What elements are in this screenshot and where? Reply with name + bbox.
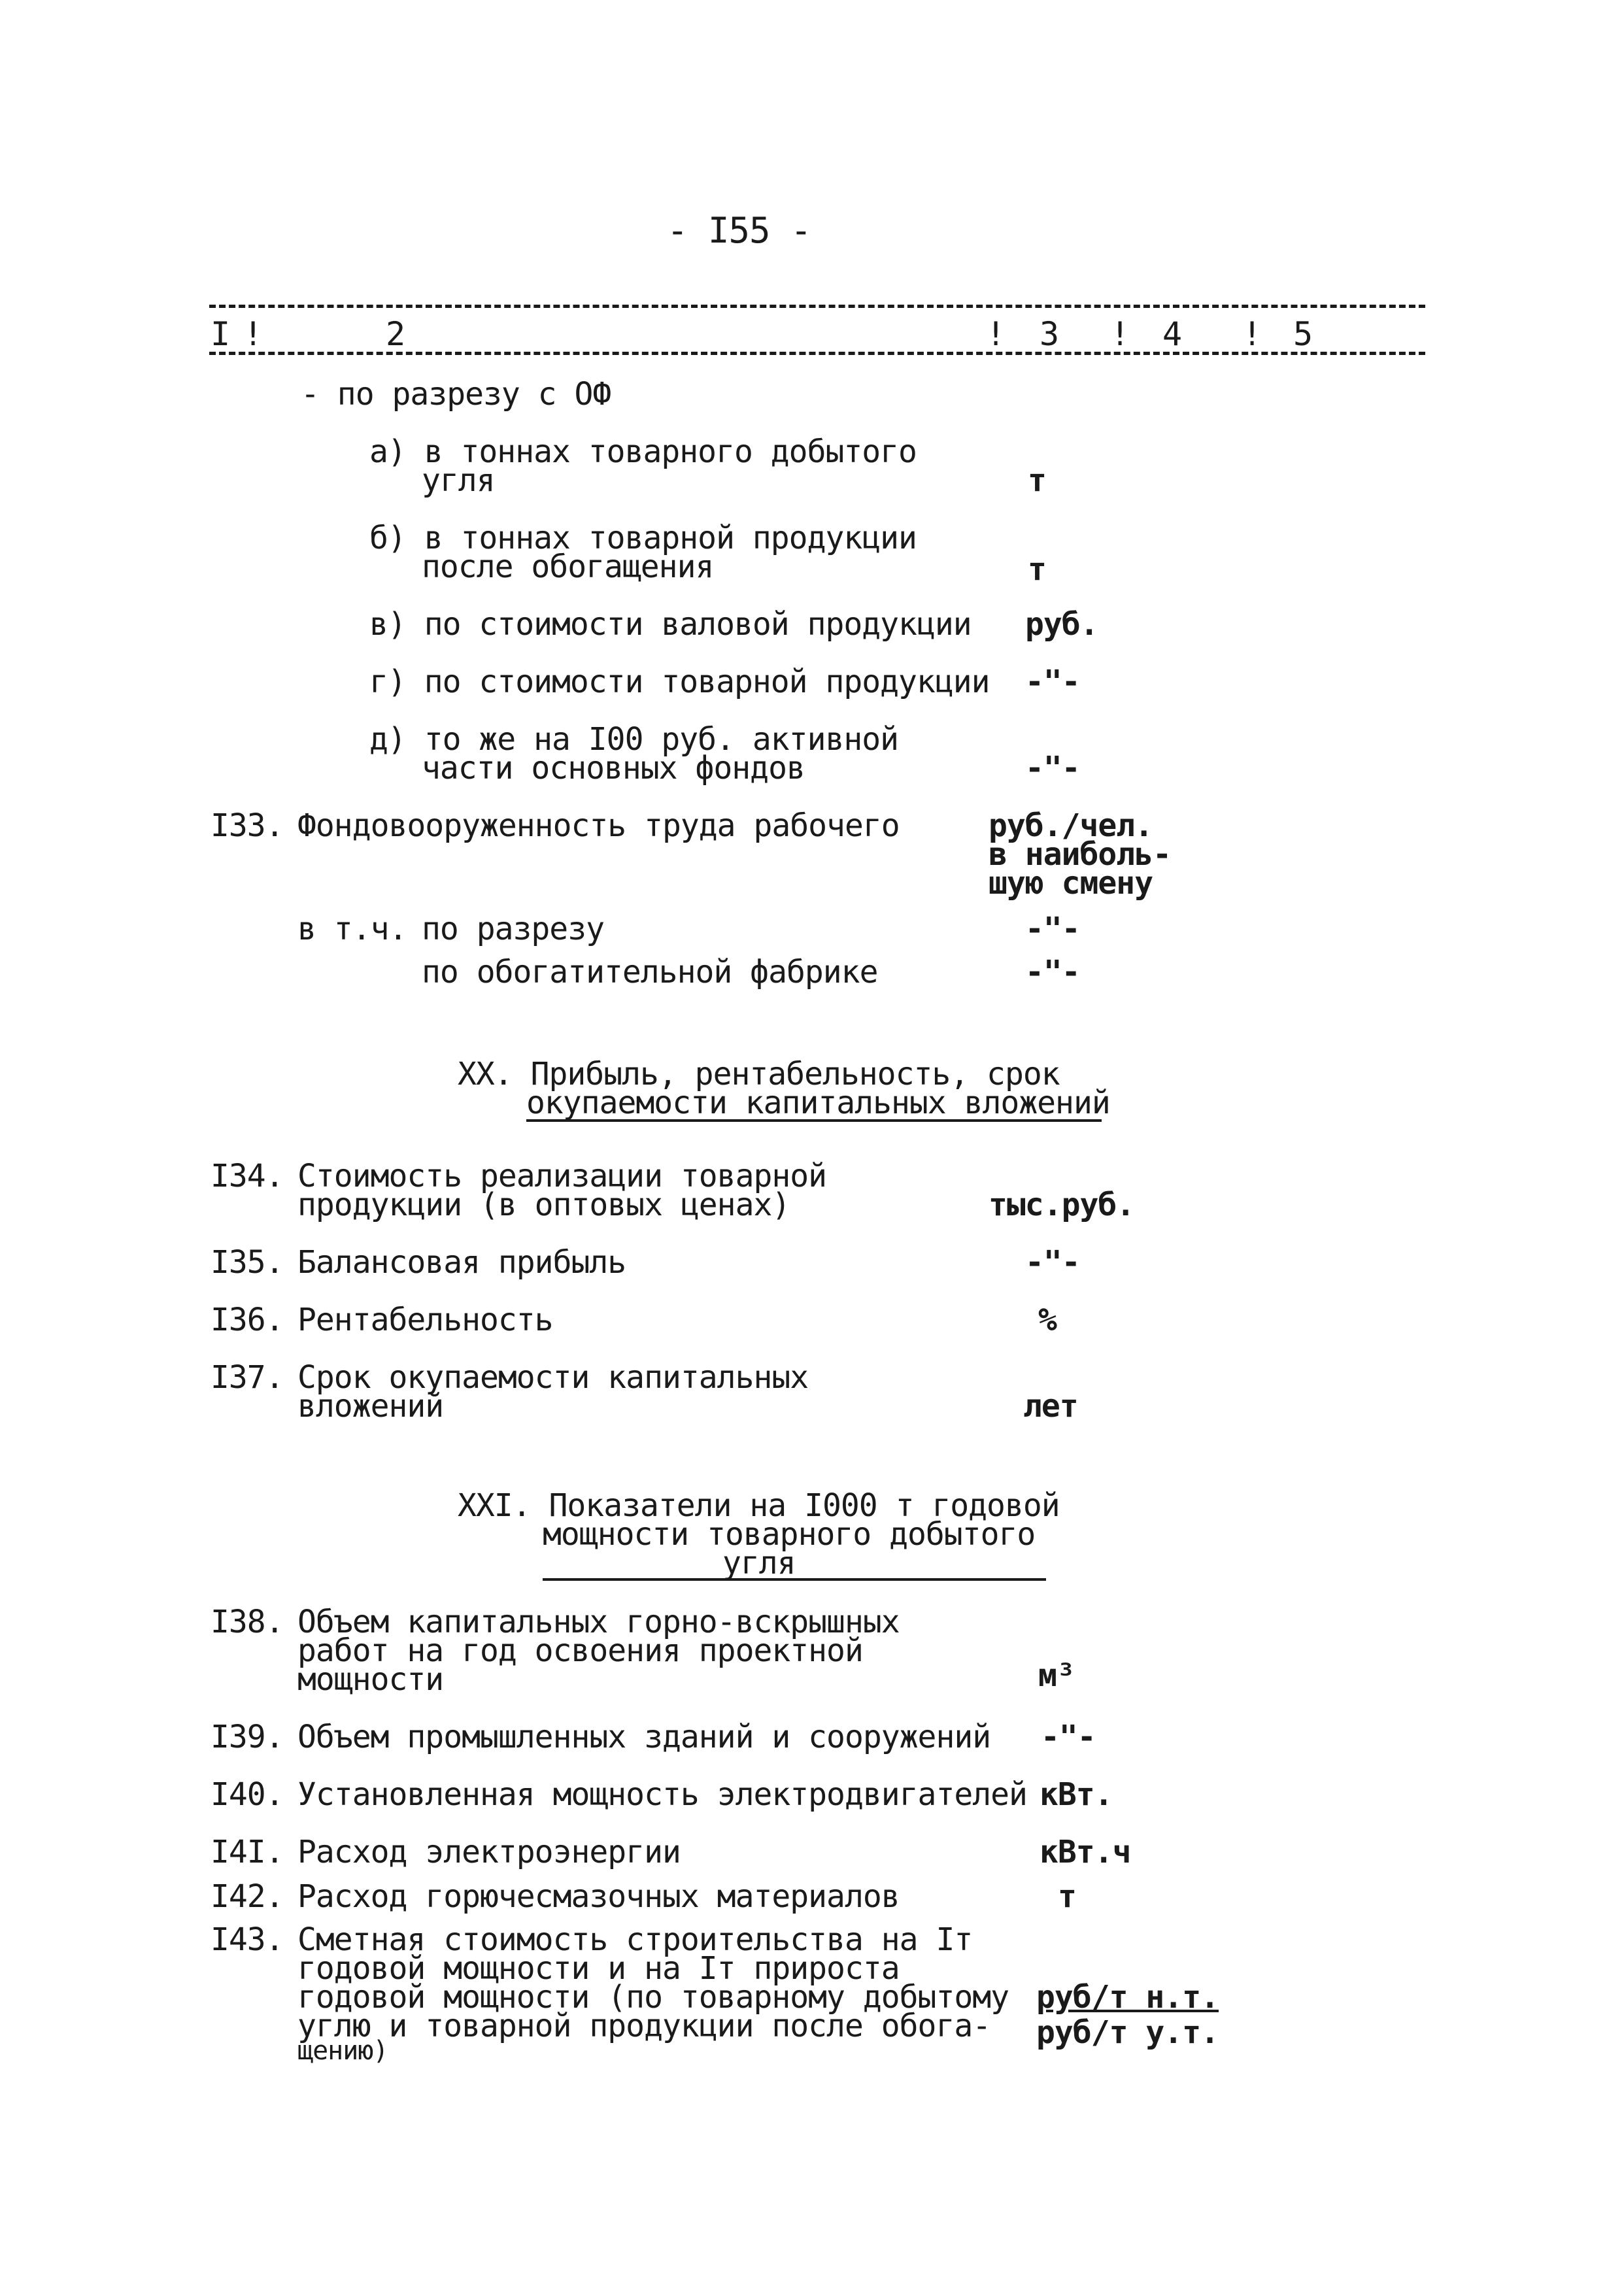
row-134-line2: продукции (в оптовых ценах) bbox=[297, 1187, 790, 1223]
row-b-line1: б) в тоннах товарной продукции bbox=[369, 520, 917, 556]
column-3-header: 3 bbox=[1040, 315, 1059, 353]
row-v-unit: руб. bbox=[1025, 606, 1098, 643]
row-po-fabrike: по обогатительной фабрике bbox=[422, 954, 878, 990]
row-135-number: I35. bbox=[211, 1244, 284, 1281]
row-142-text: Расход горючесмазочных материалов bbox=[297, 1878, 900, 1915]
column-2-header: 2 bbox=[386, 315, 405, 353]
row-138-line2: работ на год освоения проектной bbox=[297, 1632, 863, 1669]
row-142-number: I42. bbox=[211, 1878, 284, 1915]
row-135-unit: -"- bbox=[1025, 1244, 1080, 1281]
row-137-line2: вложений bbox=[297, 1388, 444, 1425]
row-140-number: I40. bbox=[211, 1776, 284, 1813]
column-separator: ! bbox=[243, 315, 263, 353]
row-133-unit-3: шую смену bbox=[989, 865, 1153, 902]
row-143-unit-1: руб/т н.т. bbox=[1036, 1979, 1219, 2016]
column-4-header: 4 bbox=[1162, 315, 1182, 353]
row-138-line3: мощности bbox=[297, 1661, 444, 1698]
row-d-unit: -"- bbox=[1025, 750, 1080, 786]
section-21-title-line1: XXI. Показатели на I000 т годовой bbox=[458, 1487, 1060, 1524]
row-133-number: I33. bbox=[211, 807, 284, 844]
row-a-line2: угля bbox=[422, 462, 495, 499]
section-21-title-underline bbox=[543, 1578, 1046, 1581]
row-vtch: в т.ч. bbox=[297, 911, 407, 947]
section-20-title-line1: XX. Прибыль, рентабельность, срок bbox=[458, 1056, 1060, 1092]
row-134-number: I34. bbox=[211, 1158, 284, 1194]
row-134-unit: тыс.руб. bbox=[989, 1187, 1135, 1223]
row-razrez: - по разрезу с ОФ bbox=[301, 376, 611, 413]
row-142-unit: т bbox=[1058, 1878, 1076, 1915]
row-a-line1: а) в тоннах товарного добытого bbox=[369, 433, 917, 470]
section-21-title-line3: угля bbox=[722, 1545, 796, 1581]
column-separator: ! bbox=[1110, 315, 1130, 353]
row-135-text: Балансовая прибыль bbox=[297, 1244, 626, 1281]
section-20-title-line2: окупаемости капитальных вложений bbox=[526, 1085, 1110, 1121]
row-a-unit: т bbox=[1028, 462, 1046, 499]
row-137-line1: Срок окупаемости капитальных bbox=[297, 1359, 809, 1396]
row-po-fabrike-unit: -"- bbox=[1025, 954, 1080, 990]
row-143-line2: годовой мощности и на Iт прироста bbox=[297, 1950, 900, 1987]
row-b-unit: т bbox=[1028, 551, 1046, 588]
header-bottom-rule bbox=[209, 352, 1425, 355]
row-139-unit: -"- bbox=[1041, 1719, 1096, 1755]
row-g: г) по стоимости товарной продукции bbox=[369, 664, 990, 700]
column-separator: ! bbox=[1242, 315, 1262, 353]
row-141-unit: кВт.ч bbox=[1040, 1834, 1131, 1870]
row-143-line4: углю и товарной продукции после обога- bbox=[297, 2008, 991, 2044]
column-5-header: 5 bbox=[1293, 315, 1313, 353]
row-136-text: Рентабельность bbox=[297, 1302, 553, 1338]
row-143-line1: Сметная стоимость строительства на Iт bbox=[297, 1921, 973, 1958]
row-139-text: Объем промышленных зданий и сооружений bbox=[297, 1719, 991, 1755]
row-137-unit: лет bbox=[1023, 1388, 1078, 1425]
row-d-line1: д) то же на I00 руб. активной bbox=[369, 721, 899, 758]
row-141-number: I4I. bbox=[211, 1834, 284, 1870]
row-140-text: Установленная мощность электродвигателей bbox=[297, 1776, 1027, 1813]
row-140-unit: кВт. bbox=[1040, 1776, 1113, 1813]
row-139-number: I39. bbox=[211, 1719, 284, 1755]
header-top-rule bbox=[209, 305, 1425, 308]
row-138-line1: Объем капитальных горно-вскрышных bbox=[297, 1604, 900, 1640]
row-133-unit-2: в наиболь- bbox=[989, 836, 1171, 873]
row-143-unit-2: руб/т у.т. bbox=[1036, 2014, 1219, 2051]
row-136-number: I36. bbox=[211, 1302, 284, 1338]
row-133-unit-1: руб./чел. bbox=[989, 807, 1153, 844]
row-133-text: Фондовооруженность труда рабочего bbox=[297, 807, 900, 844]
row-138-number: I38. bbox=[211, 1604, 284, 1640]
column-separator: ! bbox=[986, 315, 1006, 353]
row-138-unit: м³ bbox=[1038, 1657, 1075, 1694]
row-143-number: I43. bbox=[211, 1921, 284, 1958]
page-number: - I55 - bbox=[667, 210, 811, 251]
row-po-razrezu-unit: -"- bbox=[1025, 911, 1080, 947]
row-d-line2: части основных фондов bbox=[422, 750, 805, 786]
row-g-unit: -"- bbox=[1025, 664, 1080, 700]
row-137-number: I37. bbox=[211, 1359, 284, 1396]
row-143-line5: щению) bbox=[297, 2036, 388, 2066]
row-b-line2: после обогащения bbox=[422, 549, 714, 585]
row-136-unit: % bbox=[1038, 1302, 1057, 1338]
section-20-title-underline bbox=[526, 1119, 1102, 1122]
section-21-title-line2: мощности товарного добытого bbox=[543, 1516, 1036, 1553]
row-134-line1: Стоимость реализации товарной bbox=[297, 1158, 827, 1194]
row-v: в) по стоимости валовой продукции bbox=[369, 606, 972, 643]
row-po-razrezu: по разрезу bbox=[422, 911, 604, 947]
row-141-text: Расход электроэнергии bbox=[297, 1834, 681, 1870]
row-143-line3: годовой мощности (по товарному добытому bbox=[297, 1979, 1009, 2016]
column-1-header: I bbox=[211, 315, 230, 353]
